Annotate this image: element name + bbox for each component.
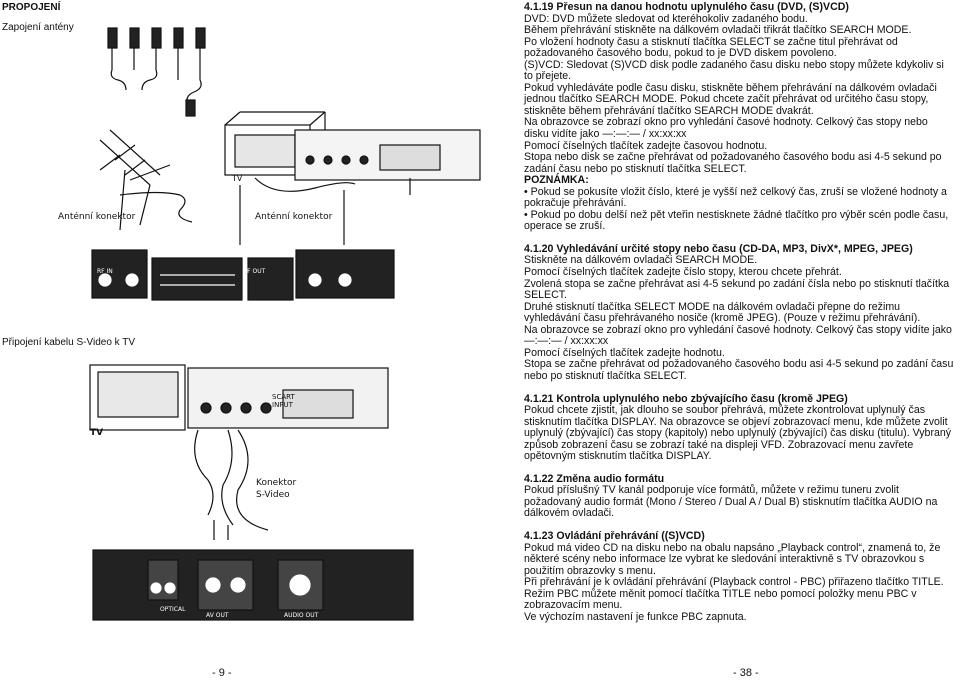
paragraph: Na obrazovce se zobrazí okno pro vyhledání časové hodnoty. Celkový čas stopy vidíte jako —:—:— / xx:xx:xx	[524, 323, 952, 348]
paragraph: Pomocí číselných tlačítek zadejte číslo stopy, kterou chcete přehrát.	[524, 266, 842, 279]
paragraph: Ve výchozím nastavení je funkce PBC zapnuta.	[524, 610, 747, 623]
page-number-left: - 9 -	[212, 667, 232, 679]
rf-in-label: RF IN	[97, 268, 113, 275]
paragraph: Pokud příslušný TV kanál podporuje více formátů, můžete v režimu tuneru zvolit požadovaný audio formát (Mono / Stereo / Dual A / Dual B) stisknutím tlačítka AUDIO na dálkovém ovladači.	[524, 484, 938, 520]
page-number-right: - 38 -	[733, 667, 759, 679]
tv-label-1: TV	[232, 174, 243, 183]
section-title: PROPOJENÍ	[2, 2, 61, 13]
antenna-diagram	[90, 0, 510, 340]
paragraph: Pomocí číselných tlačítek zadejte hodnotu.	[524, 346, 725, 359]
paragraph: Pokud má video CD na disku nebo na obalu napsáno „Playback control“, znamená to, že některé scény nebo informace lze vybrat ke sledování interaktivně s TV obrazovkou s použitím obrazovky s menu.	[524, 541, 941, 577]
paragraph: Na obrazovce se zobrazí okno pro vyhledání časové hodnoty. Celkový čas stopy nebo disku vidíte jako —:—:— / xx:xx:xx	[524, 116, 928, 141]
section-heading: 4.1.20 Vyhledávání určité stopy nebo času (CD-DA, MP3, DivX*, MPEG, JPEG)	[524, 242, 913, 255]
section-heading: 4.1.21 Kontrola uplynulého nebo zbývajícího času (kromě JPEG)	[524, 392, 848, 405]
svideo-title: Připojení kabelu S-Video k TV	[2, 337, 136, 348]
tv-label-2: TV	[90, 428, 104, 438]
paragraph: Stopa se začne přehrávat od požadovaného časového bodu asi 4-5 sekund po zadání času nebo po stisknutí tlačítka SELECT.	[524, 358, 954, 382]
antenna-connector-left-label: Anténní konektor	[58, 212, 136, 222]
paragraph: Pokud chcete zjistit, jak dlouho se soubor přehrává, můžete zkontrolovat uplynulý čas stisknutím tlačítka DISPLAY. Na obrazovce se objeví zobrazovací menu, kde můžete zvolit uplynulý (zbývající) čas stopy (kapitoly) nebo uplynulý (zbývající) čas disku (titulu). Vybraný způsob zobrazení času se zobrazí také na displeji VFD. Zobrazovací menu zavřete opětovným stisknutím tlačítka DISPLAY.	[524, 404, 952, 463]
paragraph: Během přehrávání stiskněte na dálkovém ovladači třikrát tlačítko SEARCH MODE.	[524, 24, 912, 37]
paragraph: Pokud vyhledáváte podle času disku, stiskněte během přehrávání na dálkovém ovladači jednou tlačítko SEARCH MODE. Pokud chcete začít přehrávat od určitého času stopy, stiskněte během přehrávání tlačítko SEARCH MODE dvakrát.	[524, 81, 937, 117]
svideo-connector-label-2: S-Video	[256, 490, 290, 500]
svideo-connector-label: Konektor	[256, 478, 297, 488]
audio-out-label: AUDIO OUT	[284, 612, 319, 619]
av-out-label: AV OUT	[206, 612, 229, 619]
paragraph: Druhé stisknutí tlačítka SELECT MODE na dálkovém ovladači přepne do režimu vyhledávání času přehrávaného nosiče (kromě JPEG). (Pouze v režimu přehrávání).	[524, 300, 921, 325]
optical-label: OPTICAL	[160, 606, 186, 613]
section-heading: 4.1.19 Přesun na danou hodnotu uplynulého času (DVD, (S)VCD)	[524, 1, 849, 13]
scart-label: SCART	[272, 393, 295, 401]
antenna-title: Zapojení antény	[2, 22, 74, 33]
section-heading: 4.1.23 Ovládání přehrávání ((S)VCD)	[524, 529, 705, 542]
section-heading: 4.1.22 Změna audio formátu	[524, 472, 665, 485]
paragraph: Po vložení hodnoty času a stisknutí tlačítka SELECT se začne titul přehrávat od požadovaného časového bodu, pokud to je DVD diskem povoleno.	[524, 35, 898, 60]
paragraph: Stopa nebo disk se začne přehrávat od požadovaného časového bodu asi 4-5 sekund po zadání času nebo po stisknutí tlačítka SELECT.	[524, 151, 942, 175]
plug-icon	[108, 28, 205, 116]
paragraph: Při přehrávání je k ovládání přehrávání (Playback control - PBC) přiřazeno tlačítko TITLE. Režim PBC můžete měnit pomocí tlačítka TITLE nebo pomocí položky menu PBC v zobrazovacím menu.	[524, 576, 944, 612]
paragraph: Stiskněte na dálkovém ovladači SEARCH MODE.	[524, 254, 758, 267]
paragraph: DVD: DVD můžete sledovat od kteréhokoliv zadaného bodu.	[524, 12, 808, 25]
section-heading: POZNÁMKA:	[524, 174, 589, 187]
paragraph-gap	[524, 383, 954, 394]
paragraph: (S)VCD: Sledovat (S)VCD disk podle zadaného času disku nebo stopy můžete kdykoliv si to přejete.	[524, 58, 944, 83]
scart-label-2: INPUT	[272, 401, 293, 409]
antenna-connector-right-label: Anténní konektor	[255, 212, 333, 222]
paragraph: Zvolená stopa se začne přehrávat asi 4-5 sekund po zadání čísla nebo po stisknutí tlačítka SELECT.	[524, 277, 950, 302]
paragraph: Pomocí číselných tlačítek zadejte časovou hodnotu.	[524, 139, 768, 152]
paragraph: • Pokud po dobu delší než pět vteřin nestisknete žádné tlačítko pro výběr scén podle času, operace se zruší.	[524, 208, 949, 233]
rf-out-label: RF OUT	[243, 268, 266, 275]
paragraph: • Pokud se pokusíte vložit číslo, které je vyšší než celkový čas, zruší se vložené hodnoty a pokračuje přehrávání.	[524, 185, 947, 210]
instructions-text	[524, 2, 954, 623]
